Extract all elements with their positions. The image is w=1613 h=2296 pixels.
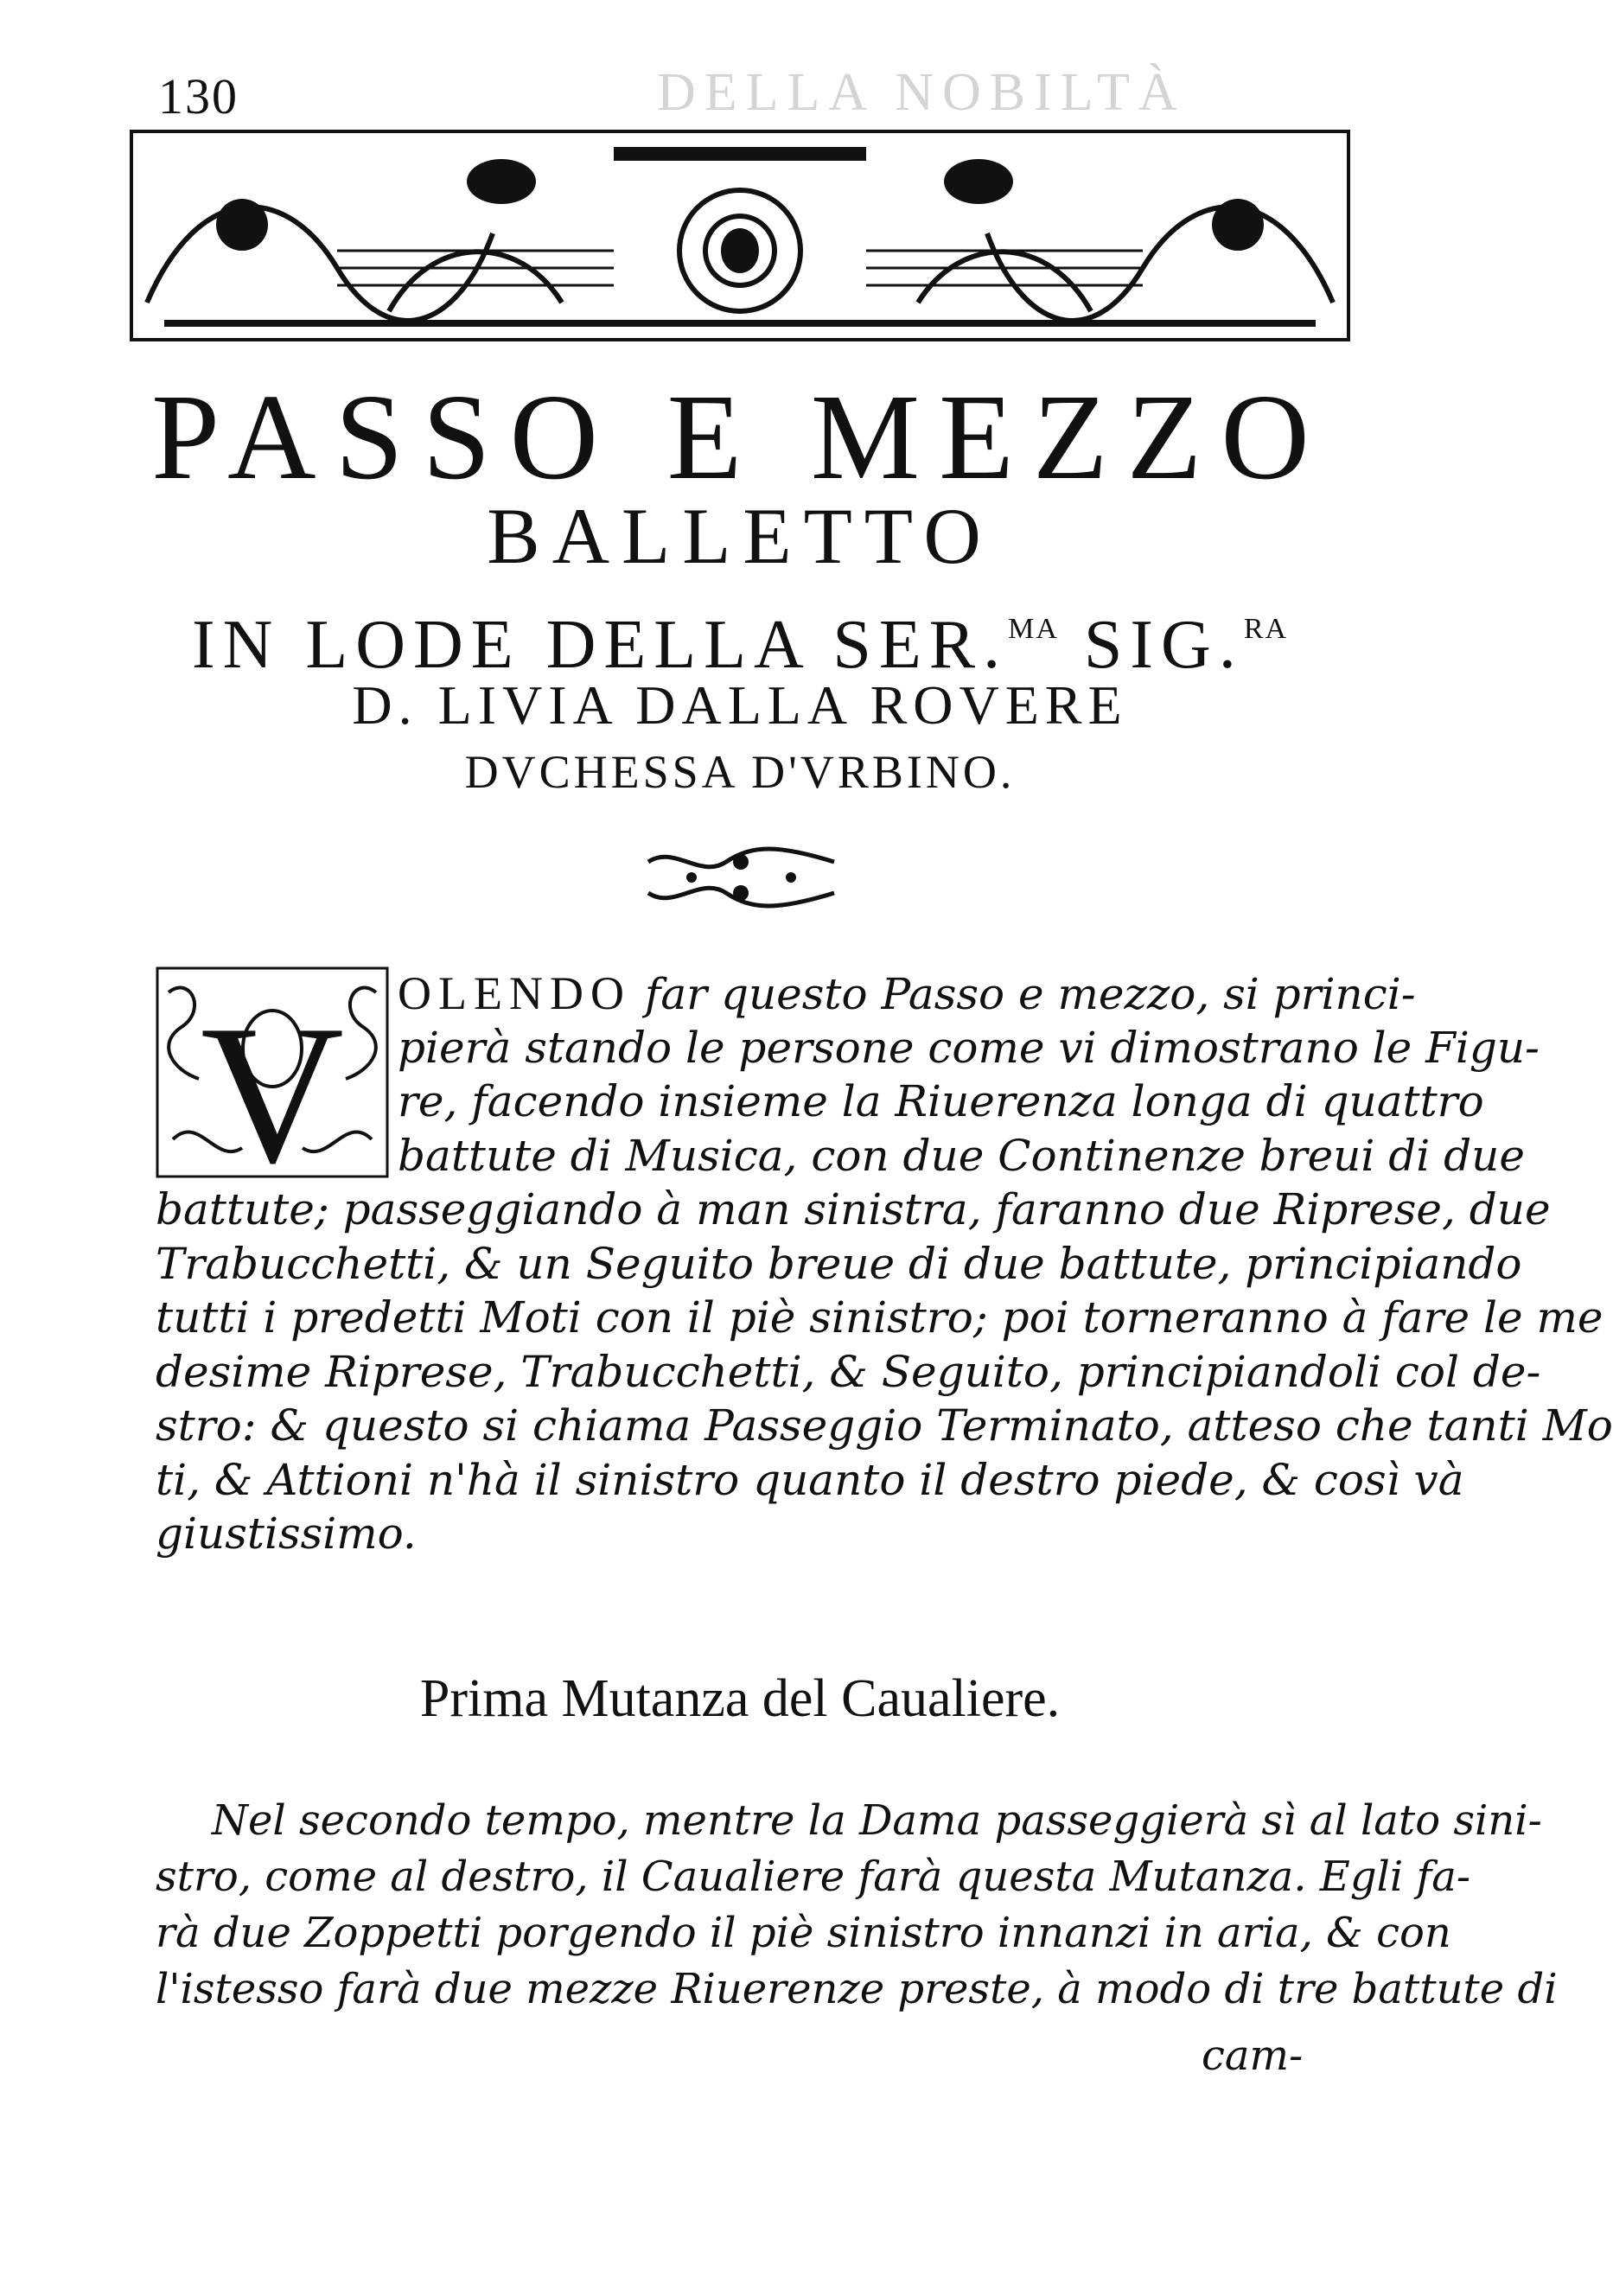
paragraph-1-line: ti, & Attioni n'hà il sinistro quanto il destro piede, & così và bbox=[156, 1454, 1464, 1505]
paragraph-1-line: pierà stando le persone come vi dimostrano le Figu- bbox=[398, 1022, 1540, 1073]
lead-smallcaps: OLENDO bbox=[398, 967, 631, 1019]
dance-subtitle: BALLETTO bbox=[487, 492, 993, 580]
paragraph-2 bbox=[156, 1793, 1558, 2018]
paragraph-2-line: Nel secondo tempo, mentre la Dama passeggierà sì al lato sini- bbox=[212, 1796, 1542, 1845]
woodcut-banner-ornament bbox=[130, 130, 1350, 341]
paragraph-1-line: desime Riprese, Trabucchetti, & Seguito, principiandoli col de- bbox=[156, 1346, 1541, 1397]
dedication-line-2: D. LIVIA DALLA ROVERE bbox=[352, 674, 1128, 736]
paragraph-1-line: giustissimo. bbox=[156, 1508, 417, 1559]
running-head-bleedthrough: DELLA NOBILTÀ bbox=[657, 63, 1186, 122]
page-number: 130 bbox=[158, 68, 239, 124]
dance-title: PASSO E MEZZO bbox=[151, 368, 1329, 505]
dropcap-letter: V bbox=[200, 984, 345, 1204]
dedication-line-1-main: IN LODE DELLA SER. bbox=[191, 607, 1009, 683]
line-text: far questo Passo e mezzo, si princi- bbox=[630, 969, 1416, 1019]
catchword: cam- bbox=[1202, 2031, 1304, 2080]
paragraph-1 bbox=[156, 966, 1613, 1561]
paragraph-1-line: Trabucchetti, & un Seguito breue di due battute, principiando bbox=[156, 1238, 1522, 1289]
paragraph-2-line: stro, come al destro, il Caualiere farà questa Mutanza. Egli fa- bbox=[156, 1853, 1471, 1901]
paragraph-1-line: stro: & questo si chiama Passeggio Terminato, atteso che tanti Mo bbox=[156, 1400, 1613, 1451]
paragraph-1-line: battute; passeggiando à man sinistra, faranno due Riprese, due bbox=[156, 1184, 1551, 1234]
section-heading: Prima Mutanza del Caualiere. bbox=[419, 1669, 1061, 1728]
paragraph-1-line: re, facendo insieme la Riuerenza longa di quattro bbox=[398, 1076, 1484, 1126]
paragraph-2-line: rà due Zoppetti porgendo il piè sinistro innanzi in aria, & con bbox=[156, 1909, 1451, 1957]
dedication-superscript-1: MA bbox=[1008, 613, 1059, 645]
paragraph-2-line: l'istesso farà due mezze Riuerenze preste, à modo di tre battute di bbox=[156, 1965, 1558, 2013]
dedication-line-1 bbox=[130, 590, 1350, 684]
dedication-line-3: DVCHESSA D'VRBINO. bbox=[464, 746, 1016, 798]
dedication-line-1-mid: SIG. bbox=[1058, 607, 1244, 683]
dedication-superscript-2: RA bbox=[1243, 613, 1289, 645]
paragraph-1-line: battute di Musica, con due Continenze breui di due bbox=[398, 1130, 1525, 1181]
fleuron-ornament bbox=[640, 843, 843, 912]
paragraph-1-line bbox=[156, 966, 1416, 1021]
paragraph-1-line: tutti i predetti Moti con il piè sinistro; poi torneranno à fare le me bbox=[156, 1292, 1603, 1343]
